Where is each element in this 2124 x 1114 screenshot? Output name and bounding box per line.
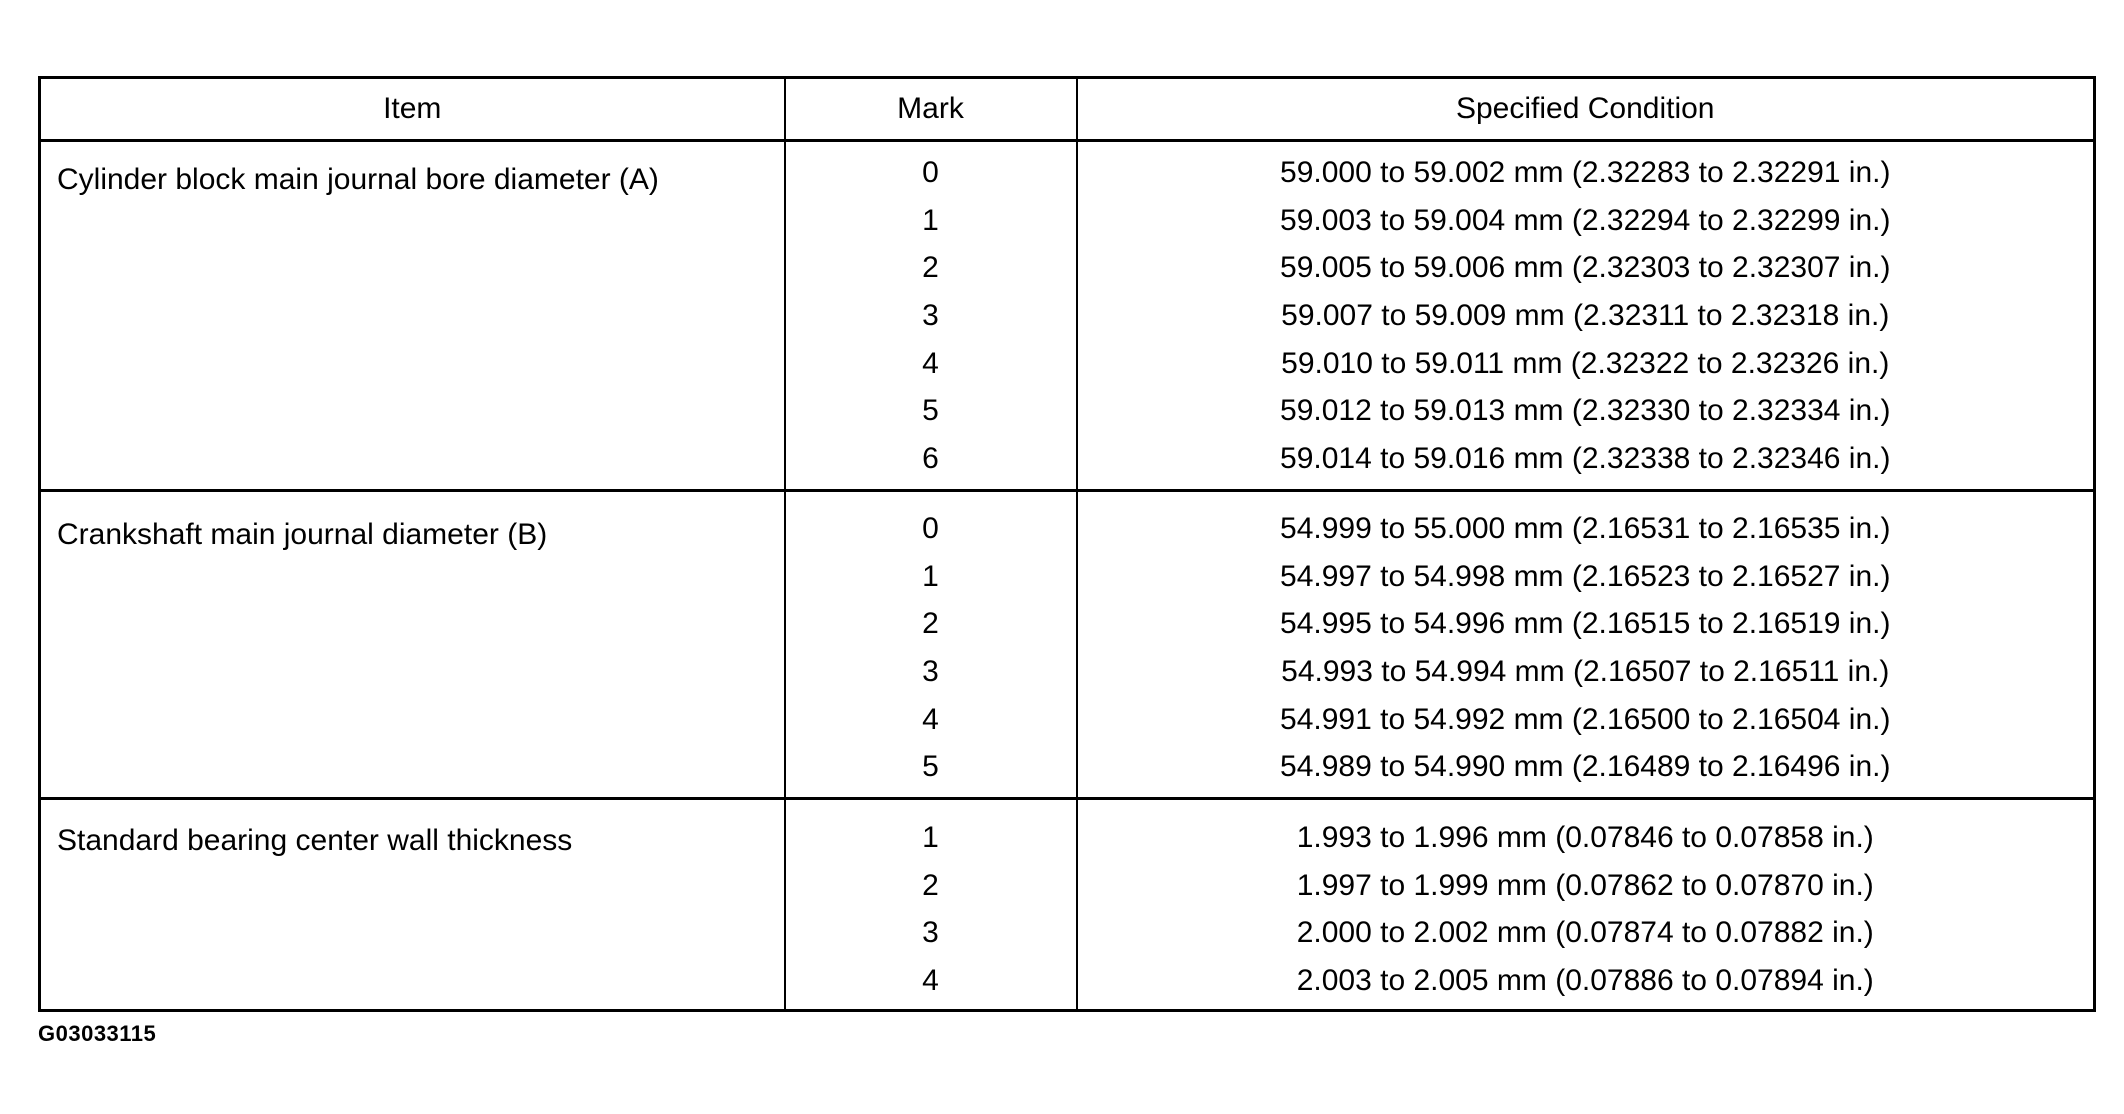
item-cell: Standard bearing center wall thickness [40, 798, 785, 1010]
header-condition: Specified Condition [1077, 78, 2095, 141]
mark-cell [785, 798, 1077, 1010]
spec-table [38, 76, 2096, 1012]
mark-value: 1 [922, 203, 939, 237]
header-row [40, 78, 2095, 141]
mark-value: 4 [922, 346, 939, 380]
condition-value: 2.003 to 2.005 mm (0.07886 to 0.07894 in.) [1296, 964, 1874, 997]
condition-value: 1.997 to 1.999 mm (0.07862 to 0.07870 in.) [1296, 868, 1874, 902]
mark-value: 1 [922, 820, 939, 854]
condition-value: 1.993 to 1.996 mm (0.07846 to 0.07858 in.) [1296, 820, 1874, 854]
mark-value: 4 [922, 964, 939, 997]
condition-value: 54.995 to 54.996 mm (2.16515 to 2.16519 in.) [1280, 607, 1891, 641]
mark-cell [785, 141, 1077, 491]
condition-cell [1077, 798, 2095, 1010]
mark-value: 2 [922, 251, 939, 285]
condition-cell [1077, 141, 2095, 491]
group-row [40, 141, 2095, 491]
condition-value: 59.003 to 59.004 mm (2.32294 to 2.32299 in.) [1280, 203, 1891, 237]
mark-value: 0 [922, 511, 939, 545]
condition-value: 54.993 to 54.994 mm (2.16507 to 2.16511 in.) [1281, 654, 1890, 688]
figure-id: G03033115 [38, 1021, 157, 1046]
condition-value: 54.997 to 54.998 mm (2.16523 to 2.16527 in.) [1280, 559, 1891, 593]
header-item: Item [40, 78, 785, 141]
group-row [40, 798, 2095, 1010]
condition-cell [1077, 490, 2095, 798]
mark-value: 3 [922, 916, 939, 950]
group-row [40, 490, 2095, 798]
mark-value: 5 [922, 750, 939, 784]
table-header [40, 78, 2095, 141]
condition-value: 59.014 to 59.016 mm (2.32338 to 2.32346 in.) [1280, 442, 1891, 476]
condition-value: 2.000 to 2.002 mm (0.07874 to 0.07882 in.) [1296, 916, 1874, 950]
mark-value: 1 [922, 559, 939, 593]
mark-value: 6 [922, 442, 939, 476]
mark-value: 2 [922, 607, 939, 641]
condition-value: 59.007 to 59.009 mm (2.32311 to 2.32318 in.) [1281, 299, 1890, 333]
mark-value: 5 [922, 394, 939, 428]
mark-value: 0 [922, 156, 939, 189]
condition-value: 59.010 to 59.011 mm (2.32322 to 2.32326 in.) [1281, 346, 1890, 380]
mark-value: 4 [922, 702, 939, 736]
table-body [40, 141, 2095, 1011]
mark-cell [785, 490, 1077, 798]
condition-value: 54.989 to 54.990 mm (2.16489 to 2.16496 in.) [1280, 750, 1891, 784]
item-cell: Crankshaft main journal diameter (B) [40, 490, 785, 798]
condition-value: 54.999 to 55.000 mm (2.16531 to 2.16535 in.) [1280, 511, 1891, 545]
mark-value: 3 [922, 654, 939, 688]
mark-value: 3 [922, 299, 939, 333]
mark-value: 2 [922, 868, 939, 902]
condition-value: 59.005 to 59.006 mm (2.32303 to 2.32307 in.) [1280, 251, 1891, 285]
condition-value: 54.991 to 54.992 mm (2.16500 to 2.16504 in.) [1280, 702, 1891, 736]
condition-value: 59.000 to 59.002 mm (2.32283 to 2.32291 in.) [1280, 156, 1891, 189]
condition-value: 59.012 to 59.013 mm (2.32330 to 2.32334 in.) [1280, 394, 1891, 428]
header-mark: Mark [785, 78, 1077, 141]
item-cell: Cylinder block main journal bore diameter (A) [40, 141, 785, 491]
